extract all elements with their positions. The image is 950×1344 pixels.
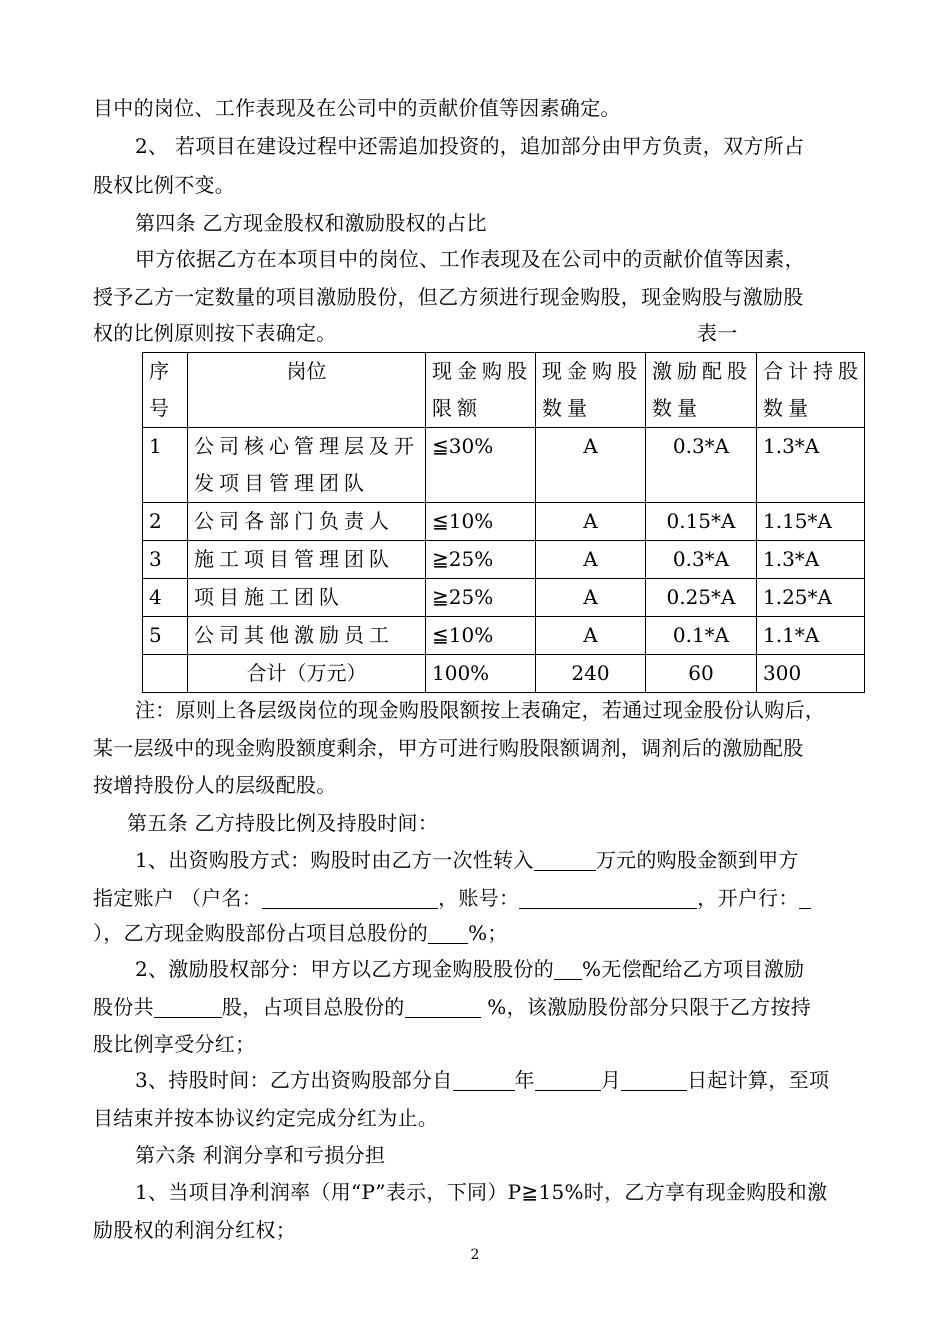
paragraph-line: 授予乙方一定数量的项目激励股份，但乙方须进行现金购股，现金购股与激励股: [93, 285, 804, 309]
header-cell: 岗位: [188, 353, 426, 428]
amount-blank[interactable]: [534, 850, 596, 871]
position-cell: 公司各部门负责人: [188, 503, 426, 541]
cash-shares-cell: A: [536, 428, 646, 503]
header-cell: 现金购股 数量: [536, 353, 646, 428]
incentive-shares-cell: 0.1*A: [646, 617, 757, 655]
position-cell: 项目施工团队: [188, 579, 426, 617]
total-shares-cell: 1.25*A: [757, 579, 865, 617]
cash-shares-cell: A: [536, 541, 646, 579]
paragraph-line: 2、 若项目在建设过程中还需追加投资的，追加部分由甲方负责，双方所占: [135, 134, 805, 158]
cash-shares-cell: 240: [536, 655, 646, 693]
table-row: [143, 428, 865, 503]
header-cell: 激励配股 数量: [646, 353, 757, 428]
year-blank[interactable]: [453, 1070, 515, 1091]
table-note-line: 按增持股份人的层级配股。: [93, 773, 337, 797]
table-row: [143, 541, 865, 579]
cash-shares-cell: A: [536, 579, 646, 617]
month-blank[interactable]: [535, 1070, 601, 1091]
incentive-shares-cell: 60: [646, 655, 757, 693]
total-shares-cell: 1.3*A: [757, 428, 865, 503]
paragraph-line: ），乙方现金购股部份占项目总股份的 %；: [93, 921, 508, 945]
table-row: [143, 503, 865, 541]
paragraph-line: 目中的岗位、工作表现及在公司中的贡献价值等因素确定。: [93, 96, 621, 120]
paragraph-line: 权的比例原则按下表确定。: [93, 321, 337, 345]
row-number: 1: [143, 428, 188, 503]
row-number: 5: [143, 617, 188, 655]
article-6-title: 第六条 利润分享和亏损分担: [135, 1143, 386, 1167]
paragraph-line: 2、激励股权部分：甲方以乙方现金购股股份的 %无偿配给乙方项目激励: [135, 957, 805, 981]
paragraph-line: 股比例享受分红；: [93, 1032, 256, 1056]
sum-label-cell: 合计（万元）: [188, 655, 426, 693]
table-note-line: 注：原则上各层级岗位的现金购股限额按上表确定，若通过现金股份认购后，: [135, 698, 826, 722]
limit-cell: ≧25%: [426, 579, 536, 617]
position-cell: 公司核心管理层及开 发项目管理团队: [188, 428, 426, 503]
total-percent-blank[interactable]: [405, 997, 481, 1018]
table-caption: 表一: [697, 321, 738, 345]
bank-blank[interactable]: [799, 888, 811, 909]
account-number-blank[interactable]: [519, 888, 697, 909]
table-note-line: 某一层级中的现金购股额度剩余，甲方可进行购股限额调剂，调剂后的激励配股: [93, 736, 804, 760]
account-name-blank[interactable]: [262, 888, 438, 909]
paragraph-line: 1、当项目净利润率（用“P”表示，下同）P≧15%时，乙方享有现金购股和激: [135, 1180, 828, 1204]
table-header-row: [143, 353, 865, 428]
incentive-shares-cell: 0.3*A: [646, 541, 757, 579]
position-cell: 施工项目管理团队: [188, 541, 426, 579]
table-row: [143, 617, 865, 655]
incentive-percent-blank[interactable]: [554, 959, 582, 980]
row-number: 2: [143, 503, 188, 541]
limit-cell: 100%: [426, 655, 536, 693]
limit-cell: ≧25%: [426, 541, 536, 579]
row-number: 4: [143, 579, 188, 617]
position-cell: 公司其他激励员工: [188, 617, 426, 655]
article-5-title: 第五条 乙方持股比例及持股时间：: [127, 811, 439, 835]
header-cell: 现金购股 限额: [426, 353, 536, 428]
cash-shares-cell: A: [536, 617, 646, 655]
paragraph-line: 3、持股时间：乙方出资购股部分自 年 月 日起计算，至项: [135, 1068, 830, 1092]
paragraph-line: 励股权的利润分红权；: [93, 1218, 296, 1242]
paragraph-line: 股权比例不变。: [93, 173, 236, 197]
header-cell: 序 号: [143, 353, 188, 428]
row-number: 3: [143, 541, 188, 579]
incentive-shares-blank[interactable]: [154, 997, 222, 1018]
limit-cell: ≦30%: [426, 428, 536, 503]
cash-shares-cell: A: [536, 503, 646, 541]
incentive-shares-cell: 0.15*A: [646, 503, 757, 541]
cash-percent-blank[interactable]: [428, 923, 468, 944]
day-blank[interactable]: [621, 1070, 687, 1091]
article-4-title: 第四条 乙方现金股权和激励股权的占比: [135, 211, 487, 235]
share-ratio-table: [142, 352, 865, 693]
total-shares-cell: 1.1*A: [757, 617, 865, 655]
paragraph-line: 甲方依据乙方在本项目中的岗位、工作表现及在公司中的贡献价值等因素，: [135, 247, 805, 271]
paragraph-line: 1、出资购股方式：购股时由乙方一次性转入 万元的购股金额到甲方: [135, 848, 799, 872]
table-row: [143, 579, 865, 617]
header-cell: 合计持股 数量: [757, 353, 865, 428]
paragraph-line: 股份共 股，占项目总股份的 %，该激励股份部分只限于乙方按持: [93, 995, 812, 1019]
total-shares-cell: 1.3*A: [757, 541, 865, 579]
page-number: 2: [470, 1247, 480, 1263]
limit-cell: ≦10%: [426, 503, 536, 541]
limit-cell: ≦10%: [426, 617, 536, 655]
incentive-shares-cell: 0.25*A: [646, 579, 757, 617]
total-shares-cell: 300: [757, 655, 865, 693]
table-sum-row: [143, 655, 865, 693]
row-number: [143, 655, 188, 693]
paragraph-line: 目结束并按本协议约定完成分红为止。: [93, 1106, 439, 1130]
total-shares-cell: 1.15*A: [757, 503, 865, 541]
incentive-shares-cell: 0.3*A: [646, 428, 757, 503]
paragraph-line: 指定账户 （户名： ，账号： ，开户行：: [93, 884, 811, 912]
